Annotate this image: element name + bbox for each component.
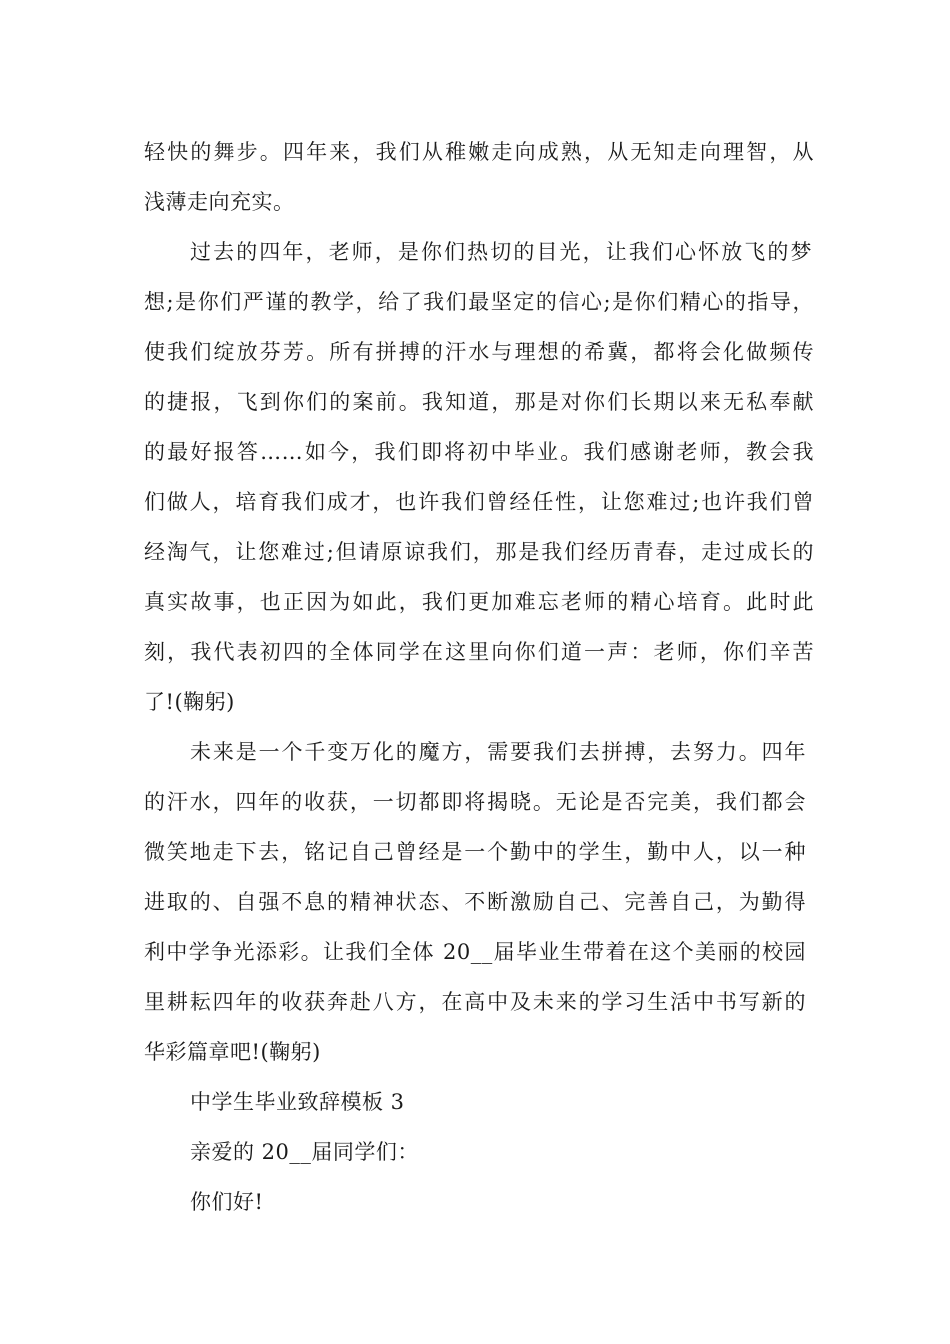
text-line: 的最好报答……如今，我们即将初中毕业。我们感谢老师，教会我 [144,440,814,464]
text-line: 了!(鞠躬) [144,690,235,714]
text-line: 华彩篇章吧!(鞠躬) [144,1040,321,1064]
text-line: 们做人，培育我们成才，也许我们曾经任性，让您难过;也许我们曾 [144,490,814,514]
text-line: 轻快的舞步。四年来，我们从稚嫩走向成熟，从无知走向理智，从 [144,140,814,164]
text-line: 刻，我代表初四的全体同学在这里向你们道一声：老师，你们辛苦 [144,640,814,664]
text-line: 的捷报，飞到你们的案前。我知道，那是对你们长期以来无私奉献 [144,390,814,414]
text-line: 里耕耘四年的收获奔赴八方，在高中及未来的学习生活中书写新的 [144,990,806,1014]
greeting: 你们好! [190,1190,264,1214]
text-line: 真实故事，也正因为如此，我们更加难忘老师的精心培育。此时此 [144,590,814,614]
text-line: 利中学争光添彩。让我们全体 20__届毕业生带着在这个美丽的校园 [144,940,806,964]
text-line: 进取的、自强不息的精神状态、不断激励自己、完善自己，为勤得 [144,890,806,914]
text-line: 的汗水，四年的收获，一切都即将揭晓。无论是否完美，我们都会 [144,790,806,814]
text-line: 浅薄走向充实。 [144,190,295,214]
text-line: 使我们绽放芬芳。所有拼搏的汗水与理想的希冀，都将会化做频传 [144,340,814,364]
text-line: 未来是一个千变万化的魔方，需要我们去拼搏，去努力。四年 [190,740,806,764]
section-heading: 中学生毕业致辞模板 3 [190,1090,405,1114]
text-line: 想;是你们严谨的教学，给了我们最坚定的信心;是你们精心的指导， [144,290,814,314]
text-line: 经淘气，让您难过;但请原谅我们，那是我们经历青春，走过成长的 [144,540,814,564]
text-line: 微笑地走下去，铭记自己曾经是一个勤中的学生，勤中人，以一种 [144,840,806,864]
text-line: 过去的四年，老师，是你们热切的目光，让我们心怀放飞的梦 [190,240,812,264]
salutation: 亲爱的 20__届同学们： [190,1140,419,1164]
